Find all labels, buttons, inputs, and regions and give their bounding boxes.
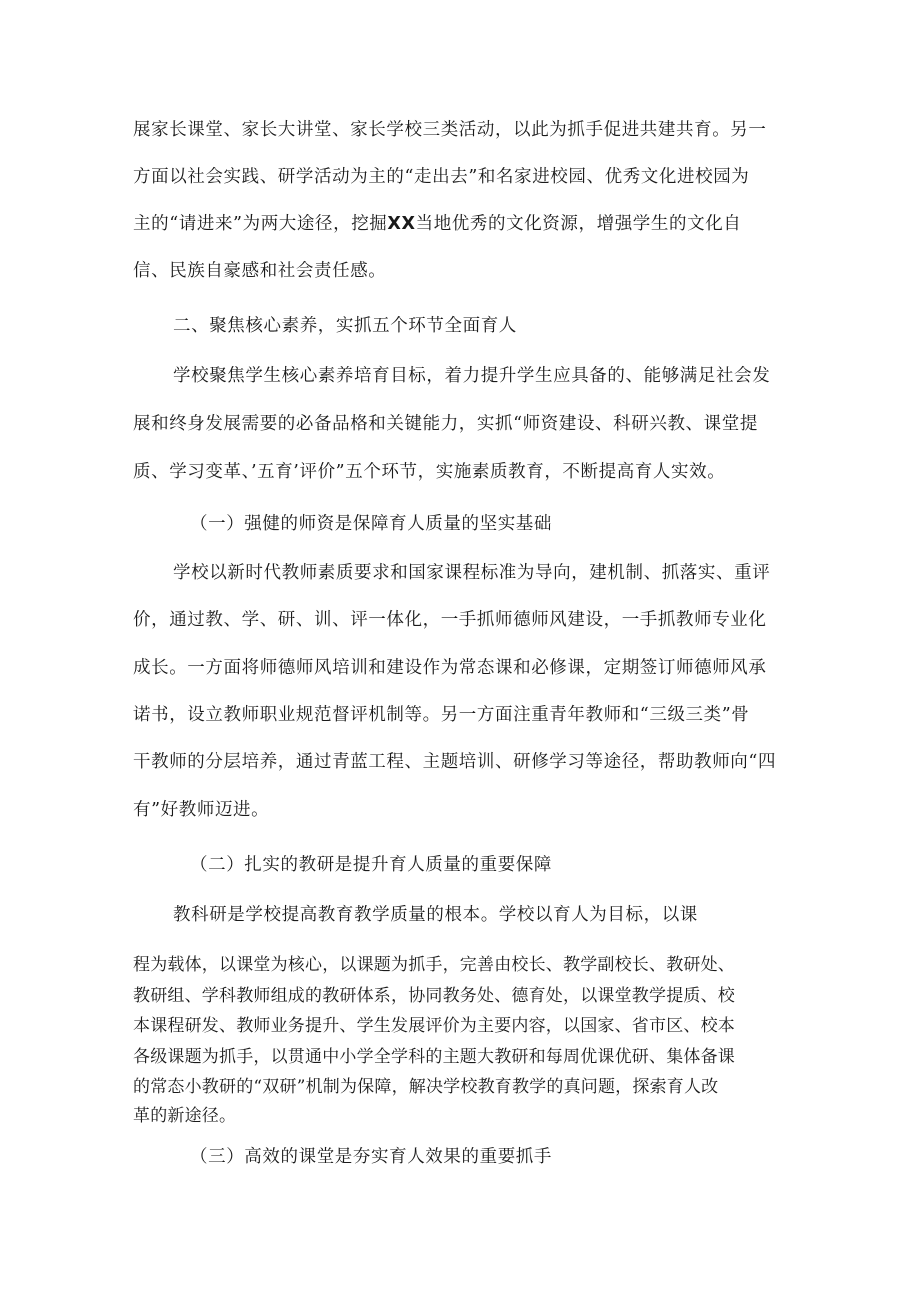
paragraph-line: 教研组、学科教师组成的教研体系，协同教务处、德育处，以课堂教学提质、校 (133, 986, 735, 1006)
paragraph-line: 信、民族自豪感和社会责任感。 (133, 261, 387, 281)
paragraph-line (133, 212, 793, 236)
paragraph-line: 学校聚焦学生核心素养培育目标，着力提升学生应具备的、能够满足社会发 (173, 366, 771, 386)
paragraph-line: 干教师的分层培养，通过青蓝工程、主题培训、研修学习等途径，帮助教师向“四 (133, 752, 777, 772)
subsection-heading: （三）高效的课堂是夯实育人效果的重要抓手 (190, 1147, 552, 1167)
text-segment: 当地优秀的文化资源，增强学生的文化自 (415, 214, 742, 234)
paragraph-line: 程为载体，以课堂为核心，以课题为抓手，完善由校长、教学副校长、教研处、 (133, 955, 735, 975)
paragraph-line: 的常态小教研的“双研”机制为保障，解决学校教育教学的真问题，探索育人改 (133, 1077, 719, 1097)
subsection-heading: （一）强健的师资是保障育人质量的坚实基础 (190, 514, 552, 534)
paragraph-line: 展和终身发展需要的必备品格和关键能力，实抓“师资建设、科研兴教、课堂提 (133, 414, 758, 434)
subsection-heading: （二）扎实的教研是提升育人质量的重要保障 (190, 855, 552, 875)
paragraph-line: 革的新途径。 (133, 1106, 237, 1126)
placeholder-xx: XX (387, 214, 416, 234)
paragraph-line: 展家长课堂、家长大讲堂、家长学校三类活动，以此为抓手促进共建共育。另一 (133, 120, 767, 140)
paragraph-line: 成长。一方面将师德师风培训和建设作为常态课和必修课，定期签订师德师风承 (133, 658, 767, 678)
paragraph-line: 各级课题为抓手，以贯通中小学全学科的主题大教研和每周优课优研、集体备课 (133, 1047, 735, 1067)
paragraph-line: 学校以新时代教师素质要求和国家课程标准为导向，建机制、抓落实、重评 (173, 563, 771, 583)
section-heading: 二、聚焦核心素养，实抓五个环节全面育人 (173, 316, 517, 336)
paragraph-line: 价，通过教、学、研、训、评一体化，一手抓师德师风建设，一手抓教师专业化 (133, 610, 767, 630)
paragraph-line: 质、学习变革、’五育’评价”五个环节，实施素质教育，不断提高育人实效。 (133, 462, 726, 482)
text-segment: 主的“请进来”为两大途径，挖掘 (133, 214, 388, 234)
paragraph-line: 本课程研发、教师业务提升、学生发展评价为主要内容，以国家、省市区、校本 (133, 1016, 735, 1036)
paragraph-line: 方面以社会实践、研学活动为主的“走出去”和名家进校园、优秀文化进校园为 (133, 167, 750, 187)
paragraph-line: 有”好教师迈进。 (133, 800, 270, 820)
paragraph-line: 诺书，设立教师职业规范督评机制等。另一方面注重青年教师和“三级三类”骨 (133, 705, 750, 725)
paragraph-line: 教科研是学校提高教育教学质量的根本。学校以育人为目标，以课 (173, 905, 698, 925)
